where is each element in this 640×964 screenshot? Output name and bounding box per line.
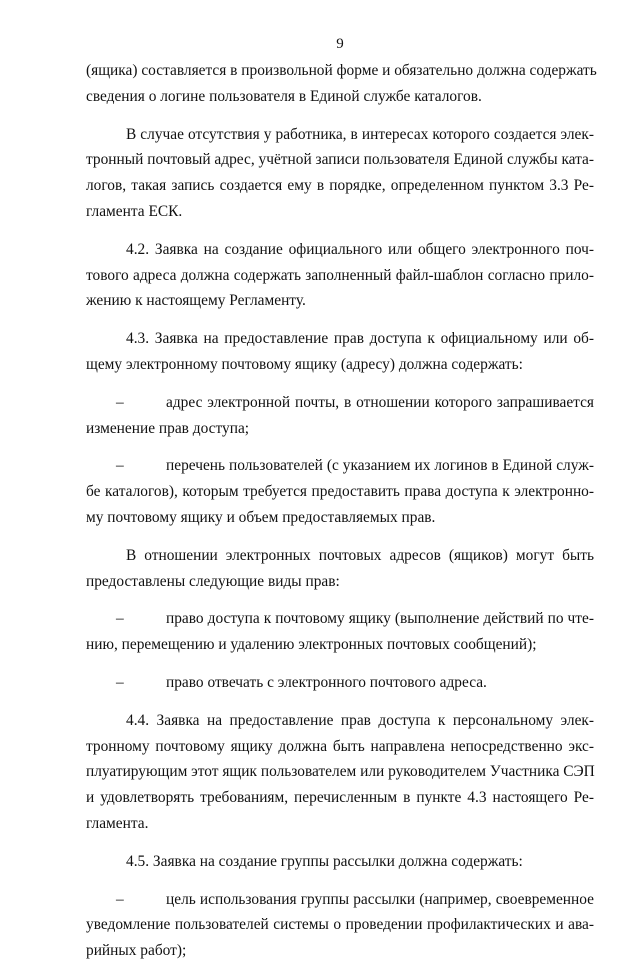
text-line xyxy=(86,887,594,913)
paragraph xyxy=(86,122,594,225)
text-line-content: му почтовому ящику и объем предоставляемых прав. xyxy=(86,508,436,526)
text-line-content: плуатирующим этот ящик пользователем или руководителем Участника СЭП xyxy=(86,763,595,781)
text-line-content: нию, перемещению и удалению электронных почтовых сообщений); xyxy=(86,636,537,654)
text-line xyxy=(86,352,594,378)
text-line-content: 4.3. Заявка на предоставление прав доступа к официальному или об- xyxy=(126,330,594,348)
text-line-content: сведения о логине пользователя в Единой службе каталогов. xyxy=(86,87,482,105)
text-line-content: изменение прав доступа; xyxy=(86,419,250,437)
text-line xyxy=(86,122,594,148)
text-line-content: В случае отсутствия у работника, в интересах которого создается элек- xyxy=(126,125,594,143)
list-dash: – xyxy=(116,673,124,691)
paragraph xyxy=(86,390,594,442)
text-line-content: тронному почтовому ящику должна быть направлена непосредственно экс- xyxy=(86,737,594,755)
text-line xyxy=(86,734,594,760)
text-line xyxy=(86,670,594,696)
text-line-content: право отвечать с электронного почтового адреса. xyxy=(166,673,487,691)
paragraph xyxy=(86,849,594,875)
text-line xyxy=(86,479,594,505)
text-line xyxy=(86,912,594,938)
page-number: 9 xyxy=(336,36,344,52)
text-line xyxy=(86,147,594,173)
paragraph xyxy=(86,543,594,595)
text-line-content: щему электронному почтовому ящику (адресу) должна содержать: xyxy=(86,355,523,373)
list-dash: – xyxy=(116,610,124,628)
list-dash: – xyxy=(116,457,124,475)
text-line xyxy=(86,759,594,785)
text-line xyxy=(86,811,594,837)
text-line xyxy=(86,632,594,658)
text-line-content: (ящика) составляется в произвольной форме и обязательно должна содержать xyxy=(86,62,597,79)
text-line xyxy=(86,416,594,442)
text-line-content: перечень пользователей (с указанием их логинов в Единой служ- xyxy=(166,457,594,475)
text-line-content: и удовлетворять требованиям, перечисленным в пункте 4.3 настоящего Ре- xyxy=(86,789,594,807)
text-line xyxy=(86,505,594,531)
text-line-content: предоставлены следующие виды прав: xyxy=(86,572,340,590)
text-line xyxy=(86,199,594,225)
paragraph xyxy=(86,670,594,696)
list-dash: – xyxy=(116,890,124,908)
text-line xyxy=(86,606,594,632)
text-line-content: уведомление пользователей системы о проведении профилактических и ава- xyxy=(86,916,594,934)
text-line xyxy=(86,326,594,352)
text-line xyxy=(86,58,597,84)
text-line-content: логов, такая запись создается ему в порядке, определенном пунктом 3.3 Ре- xyxy=(86,177,594,195)
text-line-content: жению к настоящему Регламенту. xyxy=(86,292,306,310)
paragraph xyxy=(86,237,594,314)
text-line-content: 4.4. Заявка на предоставление прав доступа к персональному элек- xyxy=(126,711,594,729)
text-line xyxy=(86,263,594,289)
text-line-content: 4.5. Заявка на создание группы рассылки должна содержать: xyxy=(126,852,523,870)
paragraph xyxy=(86,326,594,378)
text-line-content: адрес электронной почты, в отношении которого запрашивается xyxy=(166,393,594,411)
text-line xyxy=(86,453,594,479)
text-line-content: В отношении электронных почтовых адресов (ящиков) могут быть xyxy=(126,546,594,564)
text-line-content: рийных работ); xyxy=(86,942,187,960)
text-line xyxy=(86,84,594,110)
paragraph xyxy=(86,58,597,110)
paragraph xyxy=(86,708,594,837)
text-line-content: цель использования группы рассылки (например, своевременное xyxy=(166,890,594,908)
text-line xyxy=(86,938,594,964)
text-line xyxy=(86,543,594,569)
text-line-content: гламента ЕСК. xyxy=(86,202,183,220)
text-line xyxy=(86,288,594,314)
text-line xyxy=(86,173,594,199)
text-line-content: тового адреса должна содержать заполненный файл-шаблон согласно прило- xyxy=(86,266,594,284)
document-body xyxy=(86,58,597,964)
paragraph xyxy=(86,606,594,658)
text-line-content: бе каталогов), которым требуется предоставить права доступа к электронно- xyxy=(86,483,594,501)
text-line xyxy=(86,785,594,811)
text-line xyxy=(86,849,594,875)
text-line-content: тронный почтовый адрес, учётной записи пользователя Единой службы ката- xyxy=(86,151,594,169)
text-line xyxy=(86,390,594,416)
paragraph xyxy=(86,453,594,530)
text-line xyxy=(86,708,594,734)
text-line-content: 4.2. Заявка на создание официального или общего электронного поч- xyxy=(126,240,594,258)
paragraph xyxy=(86,887,594,964)
list-dash: – xyxy=(116,393,124,411)
text-line-content: гламента. xyxy=(86,814,149,832)
text-line xyxy=(86,569,594,595)
text-line-content: право доступа к почтовому ящику (выполнение действий по чте- xyxy=(166,610,594,628)
text-line xyxy=(86,237,594,263)
